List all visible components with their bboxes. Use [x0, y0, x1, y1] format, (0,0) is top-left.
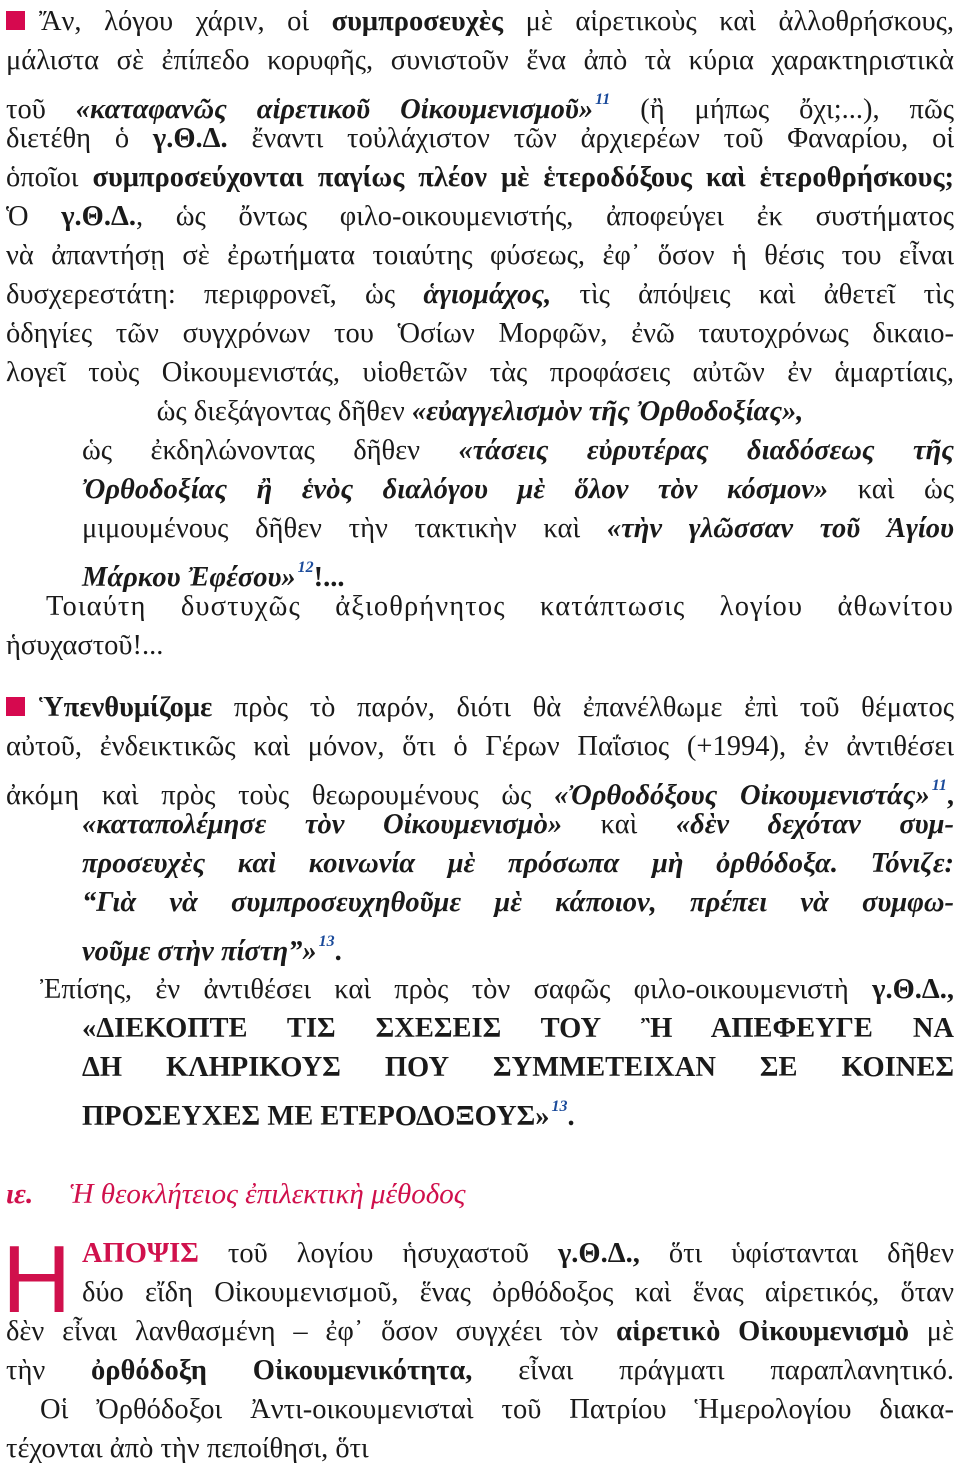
text-line: δὲν εἶναι λανθασμένη – ἐφ᾽ ὅσον συγχέει τὸν αἱρετικὸ Οἰκουμενισμὸ μὲ: [6, 1316, 955, 1347]
text-line: λογεῖ τοὺς Οἰκουμενιστάς, υἱοθετῶν τὰς προφάσεις αὐτῶν ἐν ἁμαρτίαις,: [6, 357, 954, 388]
text-line: Ὀρθοδοξίας ἢ ἑνὸς διαλόγου μὲ ὅλον τὸν κόσμον» καὶ ὡς: [82, 474, 954, 505]
footnote-ref[interactable]: 11: [595, 91, 611, 108]
text-line: Ὁ γ.Θ.Δ., ὡς ὄντως φιλο-οικουμενιστής, ἀποφεύγει ἐκ συστήματος: [6, 201, 954, 232]
text-line: Μάρκου Ἐφέσου» $^{12}$!...: [82, 559, 345, 593]
footnote-ref[interactable]: 13: [551, 1098, 568, 1115]
text-line: “Γιὰ νὰ συμπροσευχηθοῦμε μὲ κάποιον, πρέπει νὰ συμφω-: [82, 887, 954, 918]
drop-cap: Η: [2, 1226, 72, 1333]
text-line: ὁποῖοι συμπροσεύχονται παγίως πλέον μὲ ἑτεροδόξους καὶ ἑτεροθρήσκους;: [6, 162, 954, 193]
text-line: μάλιστα σὲ ἐπίπεδο κορυφῆς, συνιστοῦν ἕνα ἀπὸ τὰ κύρια χαρακτηριστικὰ: [6, 45, 954, 76]
square-bullet-icon: [6, 11, 25, 30]
text-line: ΔΗ ΚΛΗΡΙΚΟΥΣ ΠΟΥ ΣΥΜΜΕΤΕΙΧΑΝ ΣΕ ΚΟΙΝΕΣ: [82, 1052, 954, 1083]
text-line: δύο εἴδη Οἰκουμενισμοῦ, ἕνας ὀρθόδοξος καὶ ἕνας αἱρετικός, ὅταν: [82, 1277, 954, 1308]
text-line: αὐτοῦ, ἐνδεικτικῶς καὶ μόνον, ὅτι ὁ Γέρων Παΐσιος (+1994), ἐν ἀντιθέσει: [6, 731, 954, 762]
text-line: νοῦμε στὴν πίστη”» $^{13}$.: [82, 933, 342, 967]
text-line: ΠΡΟΣΕΥΧΕΣ ΜΕ ΕΤΕΡΟΔΟΞΟΥΣ» $^{13}$.: [82, 1098, 575, 1132]
text-line: Ἐπίσης, ἐν ἀντιθέσει καὶ πρὸς τὸν σαφῶς φιλο-οικουμενιστὴ γ.Θ.Δ.,: [40, 974, 954, 1005]
text-line: ΑΠΟΨΙΣ τοῦ λογίου ἡσυχαστοῦ γ.Θ.Δ., ὅτι ὑφίστανται δῆθεν: [82, 1238, 954, 1269]
text-line: ἡσυχαστοῦ!...: [6, 630, 164, 661]
text-line: διετέθη ὁ γ.Θ.Δ. ἔναντι τοὐλάχιστον τῶν ἀρχιερέων τοῦ Φαναρίου, οἱ: [6, 123, 954, 154]
text-line: Ὑπενθυμίζομε πρὸς τὸ παρόν, διότι θὰ ἐπανέλθωμε ἐπὶ τοῦ θέματος: [6, 686, 954, 730]
text-line: «καταπολέμησε τὸν Οἰκουμενισμὸ» καὶ «δὲν δεχόταν συμ-: [82, 809, 954, 840]
text-line: νὰ ἀπαντήσῃ σὲ ἐρωτήματα τοιαύτης φύσεως, ἐφ᾽ ὅσον ἡ θέσις του εἶναι: [6, 240, 954, 271]
text-line: Τοιαύτη δυστυχῶς ἀξιοθρήνητος κατάπτωσις λογίου ἀθωνίτου: [46, 591, 954, 622]
text-line: τοῦ «καταφανῶς αἱρετικοῦ Οἰκουμενισμοῦ» $^{11}$ (ἢ μήπως ὄχι;...), πῶς: [6, 91, 954, 125]
text-line: τέχονται ἀπὸ τὴν πεποίθησι, ὅτι: [6, 1433, 369, 1464]
square-bullet-icon: [6, 697, 25, 716]
section-number: ιε.: [6, 1178, 34, 1210]
footnote-ref[interactable]: 11: [931, 777, 947, 794]
section-title: Ἡ θεοκλήτειος ἐπιλεκτικὴ μέθοδος: [69, 1178, 466, 1210]
text-line: ἀκόμη καὶ πρὸς τοὺς θεωρουμένους ὡς «Ὀρθοδόξους Οἰκουμενιστάς» $^{11}$,: [6, 777, 954, 811]
footnote-ref[interactable]: 13: [318, 933, 335, 950]
text-line: Ἄν, λόγου χάριν, οἱ συμπροσευχὲς μὲ αἱρετικοὺς καὶ ἀλλοθρήσκους,: [6, 0, 954, 44]
text-line: δυσχερεστάτη: περιφρονεῖ, ὡς ἁγιομάχος, τὶς ἀπόψεις καὶ ἀθετεῖ τὶς: [6, 279, 954, 310]
text-line: τὴν ὀρθόδοξη Οἰκουμενικότητα, εἶναι πράγματι παραπλανητικό.: [6, 1355, 954, 1386]
text-line: ὁδηγίες τῶν συγχρόνων του Ὁσίων Μορφῶν, ἐνῶ ταυτοχρόνως δικαιο-: [6, 318, 954, 349]
text-line: Οἱ Ὀρθόδοξοι Ἀντι-οικουμενισταὶ τοῦ Πατρίου Ἡμερολογίου διακα-: [40, 1394, 954, 1425]
text-line: «ΔΙΕΚΟΠΤΕ ΤΙΣ ΣΧΕΣΕΙΣ ΤΟΥ Ἢ ΑΠΕΦΕΥΓΕ ΝΑ: [82, 1013, 954, 1044]
text-line: προσευχὲς καὶ κοινωνία μὲ πρόσωπα μὴ ὀρθόδοξα. Τόνιζε:: [82, 848, 954, 879]
text-line: ὡς διεξάγοντας δῆθεν «εὐαγγελισμὸν τῆς Ὀρθοδοξίας»,: [156, 396, 804, 427]
section-heading: [6, 1172, 954, 1216]
text-line: μιμουμένους δῆθεν τὴν τακτικὴν καὶ «τὴν γλῶσσαν τοῦ Ἁγίου: [82, 513, 954, 544]
footnote-ref[interactable]: 12: [297, 559, 314, 576]
text-line: ὡς ἐκδηλώνοντας δῆθεν «τάσεις εὐρυτέρας διαδόσεως τῆς: [82, 435, 954, 466]
